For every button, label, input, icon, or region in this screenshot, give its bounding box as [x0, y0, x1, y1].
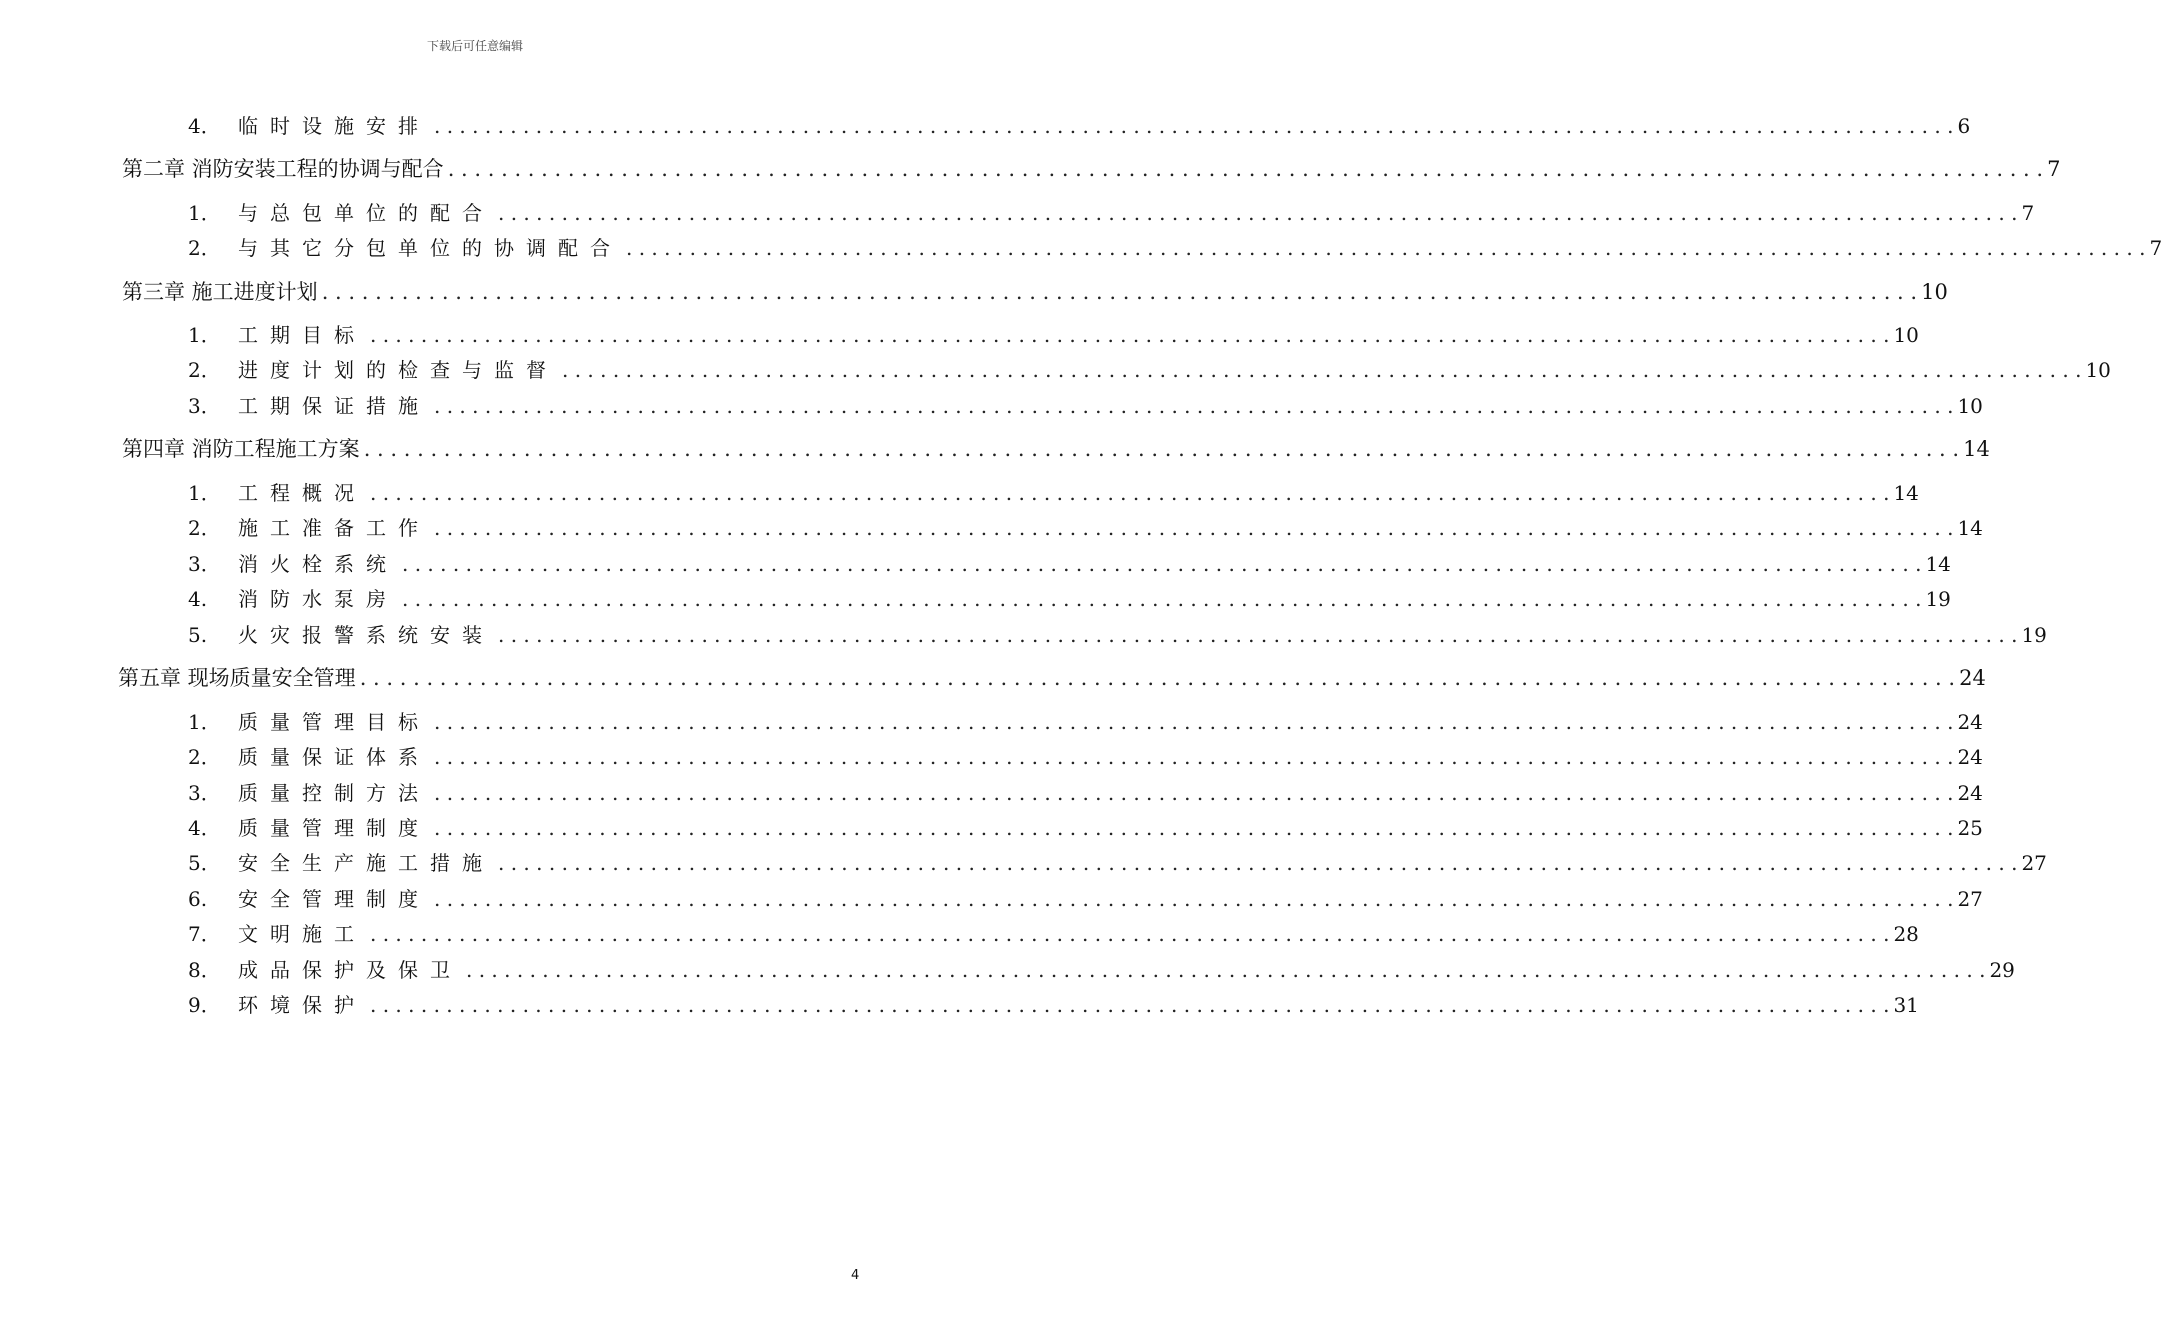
toc-section-number: 3． — [188, 552, 221, 576]
toc-section-title: 与其它分包单位的协调配合 — [238, 236, 622, 260]
toc-section-title: 临时设施安排 — [238, 114, 430, 138]
toc-leader-dots: . . . . . . . . . . . . . . . . . . . . . . . . . . . . . . . . . . . . . . . . . . . . . . . . . . . . . . . . . . . . . . . . . . . . . . . . . . . . . . . . . . . . . . . . . . . . . . . . . . . . . . . . . . . . . . . . . . . . . . . . — [434, 816, 1954, 840]
toc-section-number: 5． — [188, 851, 221, 875]
toc-section-entry[interactable] — [188, 232, 2162, 260]
toc-leader-dots: . . . . . . . . . . . . . . . . . . . . . . . . . . . . . . . . . . . . . . . . . . . . . . . . . . . . . . . . . . . . . . . . . . . . . . . . . . . . . . . . . . . . . . . . . . . . . . . . . . . . . . . . . . . . . . . . . . . . . . . . — [498, 201, 2018, 225]
toc-section-title: 火灾报警系统安装 — [238, 623, 494, 647]
toc-section-entry[interactable] — [188, 548, 1951, 576]
toc-section-title: 文明施工 — [238, 922, 366, 946]
toc-section-entry[interactable] — [188, 918, 1919, 946]
toc-page-number: 6 — [1957, 114, 1971, 138]
toc-page-number: 14 — [1957, 516, 1983, 540]
toc-section-title: 工期保证措施 — [238, 394, 430, 418]
toc-section-label — [188, 883, 430, 912]
toc-chapter-title: 第二章 消防安装工程的协调与配合 — [122, 157, 444, 181]
toc-section-label — [188, 706, 430, 735]
toc-section-entry[interactable] — [188, 954, 2015, 982]
page-number: 4 — [851, 1268, 860, 1283]
toc-leader-dots: . . . . . . . . . . . . . . . . . . . . . . . . . . . . . . . . . . . . . . . . . . . . . . . . . . . . . . . . . . . . . . . . . . . . . . . . . . . . . . . . . . . . . . . . . . . . . . . . . . . . . . . . . . . . . . . . . . . . . . . . — [562, 358, 2082, 382]
toc-page-number: 14 — [1893, 481, 1919, 505]
toc-section-label — [188, 354, 558, 383]
toc-section-title: 环境保护 — [238, 993, 366, 1017]
toc-leader-dots: . . . . . . . . . . . . . . . . . . . . . . . . . . . . . . . . . . . . . . . . . . . . . . . . . . . . . . . . . . . . . . . . . . . . . . . . . . . . . . . . . . . . . . . . . . . . . . . . . . . . . . . . . . . . . . . . . . . . . . . . — [321, 280, 1918, 304]
toc-section-entry[interactable] — [188, 706, 1983, 734]
toc-leader-dots: . . . . . . . . . . . . . . . . . . . . . . . . . . . . . . . . . . . . . . . . . . . . . . . . . . . . . . . . . . . . . . . . . . . . . . . . . . . . . . . . . . . . . . . . . . . . . . . . . . . . . . . . . . . . . . . . . . . . . . . . — [434, 114, 1954, 138]
toc-page-number: 10 — [1957, 394, 1983, 418]
toc-section-entry[interactable] — [188, 197, 2035, 225]
toc-leader-dots: . . . . . . . . . . . . . . . . . . . . . . . . . . . . . . . . . . . . . . . . . . . . . . . . . . . . . . . . . . . . . . . . . . . . . . . . . . . . . . . . . . . . . . . . . . . . . . . . . . . . . . . . . . . . . . . . . . . . . . . . — [434, 516, 1954, 540]
toc-page-number: 19 — [1925, 587, 1951, 611]
toc-leader-dots: . . . . . . . . . . . . . . . . . . . . . . . . . . . . . . . . . . . . . . . . . . . . . . . . . . . . . . . . . . . . . . . . . . . . . . . . . . . . . . . . . . . . . . . . . . . . . . . . . . . . . . . . . . . . . . . . . . . . . . . . — [447, 157, 2044, 181]
toc-section-entry[interactable] — [188, 619, 2047, 647]
toc-section-label — [188, 319, 366, 348]
toc-section-number: 1． — [188, 323, 221, 347]
toc-section-entry[interactable] — [188, 883, 1983, 911]
toc-page-number: 14 — [1963, 437, 1990, 461]
toc-section-label — [188, 619, 494, 648]
toc-section-entry[interactable] — [188, 110, 1971, 138]
toc-leader-dots: . . . . . . . . . . . . . . . . . . . . . . . . . . . . . . . . . . . . . . . . . . . . . . . . . . . . . . . . . . . . . . . . . . . . . . . . . . . . . . . . . . . . . . . . . . . . . . . . . . . . . . . . . . . . . . . . . . . . . . . . — [402, 552, 1922, 576]
toc-chapter-title: 第四章 消防工程施工方案 — [122, 437, 360, 461]
toc-leader-dots: . . . . . . . . . . . . . . . . . . . . . . . . . . . . . . . . . . . . . . . . . . . . . . . . . . . . . . . . . . . . . . . . . . . . . . . . . . . . . . . . . . . . . . . . . . . . . . . . . . . . . . . . . . . . . . . . . . . . . . . . — [434, 394, 1954, 418]
toc-section-number: 4． — [188, 816, 221, 840]
toc-chapter-entry[interactable] — [118, 662, 1986, 690]
toc-section-entry[interactable] — [188, 583, 1951, 611]
toc-chapter-title: 第五章 现场质量安全管理 — [118, 666, 356, 690]
toc-section-entry[interactable] — [188, 354, 2111, 382]
toc-section-entry[interactable] — [188, 390, 1983, 418]
toc-page-number: 24 — [1957, 745, 1983, 769]
toc-section-title: 成品保护及保卫 — [238, 958, 462, 982]
toc-section-entry[interactable] — [188, 989, 1919, 1017]
toc-section-number: 1． — [188, 201, 221, 225]
toc-section-title: 工程概况 — [238, 481, 366, 505]
toc-section-title: 工期目标 — [238, 323, 366, 347]
toc-section-title: 质量管理目标 — [238, 710, 430, 734]
toc-page-number: 14 — [1925, 552, 1951, 576]
toc-section-entry[interactable] — [188, 847, 2047, 875]
toc-section-label — [188, 989, 366, 1018]
toc-chapter-title: 第三章 施工进度计划 — [122, 280, 318, 304]
toc-section-title: 质量管理制度 — [238, 816, 430, 840]
toc-leader-dots: . . . . . . . . . . . . . . . . . . . . . . . . . . . . . . . . . . . . . . . . . . . . . . . . . . . . . . . . . . . . . . . . . . . . . . . . . . . . . . . . . . . . . . . . . . . . . . . . . . . . . . . . . . . . . . . . . . . . . . . . — [370, 323, 1890, 347]
toc-section-number: 3． — [188, 394, 221, 418]
page-header: 下载后可任意编辑 — [426, 39, 523, 53]
toc-section-number: 2． — [188, 358, 221, 382]
toc-section-title: 安全管理制度 — [238, 887, 430, 911]
toc-section-label — [188, 110, 430, 139]
toc-section-label — [188, 548, 398, 577]
toc-page-number: 24 — [1959, 666, 1986, 690]
toc-section-label — [188, 197, 494, 226]
toc-page-number: 24 — [1957, 710, 1983, 734]
toc-section-entry[interactable] — [188, 741, 1983, 769]
toc-section-number: 3． — [188, 781, 221, 805]
toc-section-entry[interactable] — [188, 477, 1919, 505]
toc-leader-dots: . . . . . . . . . . . . . . . . . . . . . . . . . . . . . . . . . . . . . . . . . . . . . . . . . . . . . . . . . . . . . . . . . . . . . . . . . . . . . . . . . . . . . . . . . . . . . . . . . . . . . . . . . . . . . . . . . . . . . . . . — [498, 623, 2018, 647]
toc-section-number: 2． — [188, 236, 221, 260]
toc-section-label — [188, 512, 430, 541]
toc-leader-dots: . . . . . . . . . . . . . . . . . . . . . . . . . . . . . . . . . . . . . . . . . . . . . . . . . . . . . . . . . . . . . . . . . . . . . . . . . . . . . . . . . . . . . . . . . . . . . . . . . . . . . . . . . . . . . . . . . . . . . . . . — [370, 922, 1890, 946]
toc-section-entry[interactable] — [188, 777, 1983, 805]
toc-section-title: 质量控制方法 — [238, 781, 430, 805]
toc-page-number: 29 — [1989, 958, 2015, 982]
toc-page-number: 28 — [1893, 922, 1919, 946]
toc-page-number: 10 — [2085, 358, 2111, 382]
toc-page-number: 7 — [2021, 201, 2035, 225]
toc-section-label — [188, 583, 398, 612]
toc-leader-dots: . . . . . . . . . . . . . . . . . . . . . . . . . . . . . . . . . . . . . . . . . . . . . . . . . . . . . . . . . . . . . . . . . . . . . . . . . . . . . . . . . . . . . . . . . . . . . . . . . . . . . . . . . . . . . . . . . . . . . . . . — [370, 481, 1890, 505]
toc-section-title: 安全生产施工措施 — [238, 851, 494, 875]
toc-leader-dots: . . . . . . . . . . . . . . . . . . . . . . . . . . . . . . . . . . . . . . . . . . . . . . . . . . . . . . . . . . . . . . . . . . . . . . . . . . . . . . . . . . . . . . . . . . . . . . . . . . . . . . . . . . . . . . . . . . . . . . . . — [498, 851, 2018, 875]
toc-leader-dots: . . . . . . . . . . . . . . . . . . . . . . . . . . . . . . . . . . . . . . . . . . . . . . . . . . . . . . . . . . . . . . . . . . . . . . . . . . . . . . . . . . . . . . . . . . . . . . . . . . . . . . . . . . . . . . . . . . . . . . . . — [434, 781, 1954, 805]
toc-section-number: 4． — [188, 114, 221, 138]
toc-section-number: 1． — [188, 481, 221, 505]
toc-section-title: 与总包单位的配合 — [238, 201, 494, 225]
toc-leader-dots: . . . . . . . . . . . . . . . . . . . . . . . . . . . . . . . . . . . . . . . . . . . . . . . . . . . . . . . . . . . . . . . . . . . . . . . . . . . . . . . . . . . . . . . . . . . . . . . . . . . . . . . . . . . . . . . . . . . . . . . . — [626, 236, 2146, 260]
toc-section-label — [188, 954, 462, 983]
toc-section-label — [188, 477, 366, 506]
toc-section-number: 8． — [188, 958, 221, 982]
toc-section-title: 消防水泵房 — [238, 587, 398, 611]
toc-leader-dots: . . . . . . . . . . . . . . . . . . . . . . . . . . . . . . . . . . . . . . . . . . . . . . . . . . . . . . . . . . . . . . . . . . . . . . . . . . . . . . . . . . . . . . . . . . . . . . . . . . . . . . . . . . . . . . . . . . . . . . . . — [359, 666, 1956, 690]
toc-page-number: 24 — [1957, 781, 1983, 805]
toc-page-number: 31 — [1893, 993, 1919, 1017]
toc-page-number: 27 — [1957, 887, 1983, 911]
toc-section-title: 质量保证体系 — [238, 745, 430, 769]
toc-leader-dots: . . . . . . . . . . . . . . . . . . . . . . . . . . . . . . . . . . . . . . . . . . . . . . . . . . . . . . . . . . . . . . . . . . . . . . . . . . . . . . . . . . . . . . . . . . . . . . . . . . . . . . . . . . . . . . . . . . . . . . . . — [363, 437, 1960, 461]
toc-section-number: 6. — [188, 887, 208, 911]
toc-page-number: 25 — [1957, 816, 1983, 840]
toc-section-label — [188, 918, 366, 947]
toc-section-number: 2． — [188, 745, 221, 769]
toc-page-number: 10 — [1893, 323, 1919, 347]
toc-section-label — [188, 232, 622, 261]
toc-section-label — [188, 812, 430, 841]
toc-section-number: 5. — [188, 623, 208, 647]
toc-section-number: 2． — [188, 516, 221, 540]
toc-chapter-entry[interactable] — [122, 433, 1990, 461]
toc-leader-dots: . . . . . . . . . . . . . . . . . . . . . . . . . . . . . . . . . . . . . . . . . . . . . . . . . . . . . . . . . . . . . . . . . . . . . . . . . . . . . . . . . . . . . . . . . . . . . . . . . . . . . . . . . . . . . . . . . . . . . . . . — [402, 587, 1922, 611]
toc-section-number: 7． — [188, 922, 221, 946]
toc-section-label — [188, 847, 494, 876]
toc-section-entry[interactable] — [188, 512, 1983, 540]
toc-section-label — [188, 741, 430, 770]
toc-leader-dots: . . . . . . . . . . . . . . . . . . . . . . . . . . . . . . . . . . . . . . . . . . . . . . . . . . . . . . . . . . . . . . . . . . . . . . . . . . . . . . . . . . . . . . . . . . . . . . . . . . . . . . . . . . . . . . . . . . . . . . . . — [434, 745, 1954, 769]
toc-section-label — [188, 390, 430, 419]
toc-page-number: 7 — [2047, 157, 2061, 181]
toc-leader-dots: . . . . . . . . . . . . . . . . . . . . . . . . . . . . . . . . . . . . . . . . . . . . . . . . . . . . . . . . . . . . . . . . . . . . . . . . . . . . . . . . . . . . . . . . . . . . . . . . . . . . . . . . . . . . . . . . . . . . . . . . — [370, 993, 1890, 1017]
toc-section-title: 施工准备工作 — [238, 516, 430, 540]
toc-section-label — [188, 777, 430, 806]
toc-chapter-entry[interactable] — [122, 276, 1948, 304]
toc-section-number: 4. — [188, 587, 208, 611]
toc-section-entry[interactable] — [188, 812, 1983, 840]
toc-leader-dots: . . . . . . . . . . . . . . . . . . . . . . . . . . . . . . . . . . . . . . . . . . . . . . . . . . . . . . . . . . . . . . . . . . . . . . . . . . . . . . . . . . . . . . . . . . . . . . . . . . . . . . . . . . . . . . . . . . . . . . . . — [466, 958, 1986, 982]
toc-section-title: 进度计划的检查与监督 — [238, 358, 558, 382]
toc-page-number: 10 — [1921, 280, 1948, 304]
toc-leader-dots: . . . . . . . . . . . . . . . . . . . . . . . . . . . . . . . . . . . . . . . . . . . . . . . . . . . . . . . . . . . . . . . . . . . . . . . . . . . . . . . . . . . . . . . . . . . . . . . . . . . . . . . . . . . . . . . . . . . . . . . . — [434, 710, 1954, 734]
toc-section-number: 1． — [188, 710, 221, 734]
toc-section-entry[interactable] — [188, 319, 1919, 347]
toc-chapter-entry[interactable] — [122, 153, 2061, 181]
toc-page-number: 7 — [2149, 236, 2162, 260]
toc-leader-dots: . . . . . . . . . . . . . . . . . . . . . . . . . . . . . . . . . . . . . . . . . . . . . . . . . . . . . . . . . . . . . . . . . . . . . . . . . . . . . . . . . . . . . . . . . . . . . . . . . . . . . . . . . . . . . . . . . . . . . . . . — [434, 887, 1954, 911]
toc-page-number: 27 — [2021, 851, 2047, 875]
toc-section-title: 消火栓系统 — [238, 552, 398, 576]
toc-page-number: 19 — [2021, 623, 2047, 647]
toc-section-number: 9． — [188, 993, 221, 1017]
